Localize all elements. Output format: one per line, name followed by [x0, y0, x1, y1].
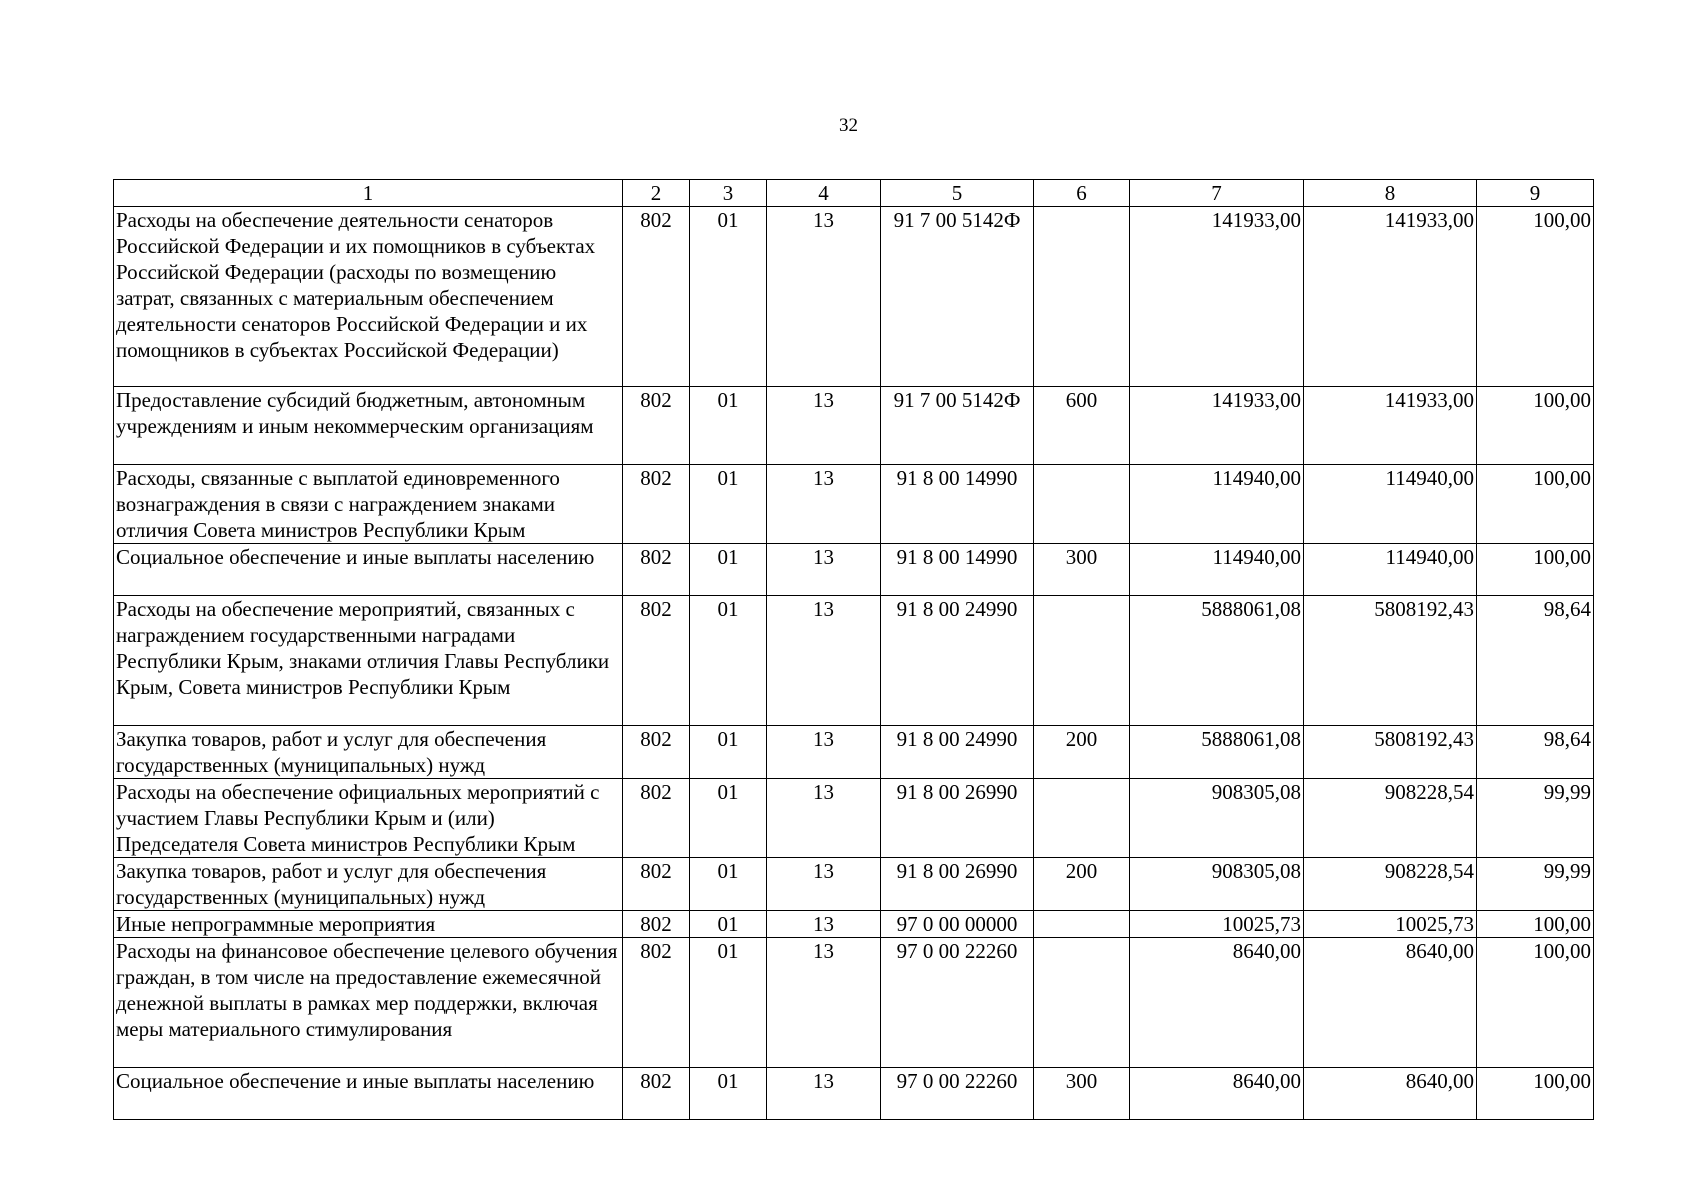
- budget-table: [113, 179, 1594, 1120]
- cell-subsection-code: 13: [767, 465, 881, 544]
- row-description: Социальное обеспечение и иные выплаты населению: [114, 544, 623, 596]
- cell-amount-executed: 8640,00: [1304, 1068, 1477, 1120]
- column-header: 6: [1034, 180, 1130, 207]
- table-row: [114, 726, 1594, 779]
- cell-expense-type: 300: [1034, 1068, 1130, 1120]
- cell-section-code: 01: [690, 779, 767, 858]
- cell-percent: 100,00: [1477, 938, 1594, 1068]
- table-row: [114, 911, 1594, 938]
- cell-amount-planned: 141933,00: [1130, 207, 1304, 387]
- row-description: Расходы на обеспечение деятельности сенаторов Российской Федерации и их помощников в субъектах Российской Федерации (расходы по возмещению затрат, связанных с материальным обеспечением деятельности сенаторов Российской Федерации и их помощников в субъектах Российской Федерации): [114, 207, 623, 387]
- cell-amount-executed: 5808192,43: [1304, 596, 1477, 726]
- row-description: Расходы на финансовое обеспечение целевого обучения граждан, в том числе на предоставление ежемесячной денежной выплаты в рамках мер поддержки, включая меры материального стимулирования: [114, 938, 623, 1068]
- cell-percent: 100,00: [1477, 911, 1594, 938]
- cell-percent: 100,00: [1477, 387, 1594, 465]
- cell-ministry-code: 802: [623, 387, 690, 465]
- cell-section-code: 01: [690, 596, 767, 726]
- column-header: 3: [690, 180, 767, 207]
- cell-expense-type: [1034, 779, 1130, 858]
- cell-section-code: 01: [690, 938, 767, 1068]
- cell-target-article: 97 0 00 22260: [881, 938, 1034, 1068]
- header-row: [114, 180, 1594, 207]
- table-row: [114, 938, 1594, 1068]
- cell-expense-type: 200: [1034, 726, 1130, 779]
- cell-ministry-code: 802: [623, 779, 690, 858]
- cell-expense-type: [1034, 938, 1130, 1068]
- cell-target-article: 91 8 00 24990: [881, 726, 1034, 779]
- table-row: [114, 596, 1594, 726]
- page-number: 32: [839, 115, 858, 136]
- table-row: [114, 387, 1594, 465]
- cell-section-code: 01: [690, 858, 767, 911]
- cell-section-code: 01: [690, 544, 767, 596]
- cell-percent: 98,64: [1477, 726, 1594, 779]
- cell-expense-type: [1034, 207, 1130, 387]
- cell-ministry-code: 802: [623, 938, 690, 1068]
- row-description: Расходы на обеспечение мероприятий, связанных с награждением государственными наградами Республики Крым, знаками отличия Главы Республики Крым, Совета министров Республики Крым: [114, 596, 623, 726]
- row-description: Иные непрограммные мероприятия: [114, 911, 623, 938]
- cell-expense-type: [1034, 911, 1130, 938]
- row-description: Закупка товаров, работ и услуг для обеспечения государственных (муниципальных) нужд: [114, 858, 623, 911]
- cell-subsection-code: 13: [767, 911, 881, 938]
- column-header: 1: [114, 180, 623, 207]
- cell-expense-type: [1034, 465, 1130, 544]
- cell-amount-planned: 8640,00: [1130, 1068, 1304, 1120]
- column-header: 9: [1477, 180, 1594, 207]
- table-row: [114, 544, 1594, 596]
- cell-amount-planned: 908305,08: [1130, 858, 1304, 911]
- cell-expense-type: [1034, 596, 1130, 726]
- cell-section-code: 01: [690, 387, 767, 465]
- cell-subsection-code: 13: [767, 596, 881, 726]
- cell-amount-executed: 114940,00: [1304, 544, 1477, 596]
- cell-percent: 98,64: [1477, 596, 1594, 726]
- row-description: Расходы на обеспечение официальных мероприятий с участием Главы Республики Крым и (или) Председателя Совета министров Республики Крым: [114, 779, 623, 858]
- table-row: [114, 1068, 1594, 1120]
- cell-amount-executed: 8640,00: [1304, 938, 1477, 1068]
- cell-amount-executed: 5808192,43: [1304, 726, 1477, 779]
- cell-percent: 99,99: [1477, 858, 1594, 911]
- cell-subsection-code: 13: [767, 858, 881, 911]
- cell-amount-planned: 5888061,08: [1130, 726, 1304, 779]
- cell-amount-planned: 908305,08: [1130, 779, 1304, 858]
- cell-percent: 100,00: [1477, 465, 1594, 544]
- cell-amount-executed: 908228,54: [1304, 858, 1477, 911]
- cell-target-article: 91 8 00 14990: [881, 465, 1034, 544]
- cell-target-article: 97 0 00 22260: [881, 1068, 1034, 1120]
- table-row: [114, 207, 1594, 387]
- cell-amount-executed: 114940,00: [1304, 465, 1477, 544]
- cell-amount-executed: 141933,00: [1304, 387, 1477, 465]
- cell-percent: 100,00: [1477, 1068, 1594, 1120]
- cell-ministry-code: 802: [623, 1068, 690, 1120]
- table-row: [114, 779, 1594, 858]
- cell-ministry-code: 802: [623, 207, 690, 387]
- row-description: Социальное обеспечение и иные выплаты населению: [114, 1068, 623, 1120]
- column-header: 8: [1304, 180, 1477, 207]
- row-description: Закупка товаров, работ и услуг для обеспечения государственных (муниципальных) нужд: [114, 726, 623, 779]
- cell-subsection-code: 13: [767, 779, 881, 858]
- cell-expense-type: 200: [1034, 858, 1130, 911]
- cell-subsection-code: 13: [767, 1068, 881, 1120]
- cell-section-code: 01: [690, 1068, 767, 1120]
- cell-subsection-code: 13: [767, 387, 881, 465]
- cell-target-article: 97 0 00 00000: [881, 911, 1034, 938]
- cell-section-code: 01: [690, 465, 767, 544]
- cell-ministry-code: 802: [623, 911, 690, 938]
- cell-subsection-code: 13: [767, 207, 881, 387]
- cell-target-article: 91 7 00 5142Ф: [881, 207, 1034, 387]
- cell-amount-executed: 141933,00: [1304, 207, 1477, 387]
- cell-percent: 100,00: [1477, 544, 1594, 596]
- cell-target-article: 91 8 00 26990: [881, 779, 1034, 858]
- cell-amount-executed: 908228,54: [1304, 779, 1477, 858]
- row-description: Предоставление субсидий бюджетным, автономным учреждениям и иным некоммерческим организациям: [114, 387, 623, 465]
- cell-amount-planned: 8640,00: [1130, 938, 1304, 1068]
- cell-subsection-code: 13: [767, 938, 881, 1068]
- cell-percent: 100,00: [1477, 207, 1594, 387]
- cell-target-article: 91 7 00 5142Ф: [881, 387, 1034, 465]
- cell-section-code: 01: [690, 911, 767, 938]
- cell-amount-planned: 114940,00: [1130, 465, 1304, 544]
- cell-expense-type: 300: [1034, 544, 1130, 596]
- cell-amount-planned: 5888061,08: [1130, 596, 1304, 726]
- cell-section-code: 01: [690, 207, 767, 387]
- cell-amount-planned: 141933,00: [1130, 387, 1304, 465]
- cell-target-article: 91 8 00 26990: [881, 858, 1034, 911]
- column-header: 7: [1130, 180, 1304, 207]
- cell-amount-planned: 10025,73: [1130, 911, 1304, 938]
- cell-percent: 99,99: [1477, 779, 1594, 858]
- table-row: [114, 465, 1594, 544]
- cell-amount-planned: 114940,00: [1130, 544, 1304, 596]
- cell-section-code: 01: [690, 726, 767, 779]
- column-header: 2: [623, 180, 690, 207]
- row-description: Расходы, связанные с выплатой единовременного вознаграждения в связи с награждением знаками отличия Совета министров Республики Крым: [114, 465, 623, 544]
- cell-ministry-code: 802: [623, 596, 690, 726]
- cell-amount-executed: 10025,73: [1304, 911, 1477, 938]
- cell-ministry-code: 802: [623, 465, 690, 544]
- cell-ministry-code: 802: [623, 544, 690, 596]
- column-header: 4: [767, 180, 881, 207]
- cell-ministry-code: 802: [623, 726, 690, 779]
- cell-target-article: 91 8 00 14990: [881, 544, 1034, 596]
- cell-target-article: 91 8 00 24990: [881, 596, 1034, 726]
- cell-subsection-code: 13: [767, 726, 881, 779]
- table-row: [114, 858, 1594, 911]
- cell-subsection-code: 13: [767, 544, 881, 596]
- cell-ministry-code: 802: [623, 858, 690, 911]
- cell-expense-type: 600: [1034, 387, 1130, 465]
- column-header: 5: [881, 180, 1034, 207]
